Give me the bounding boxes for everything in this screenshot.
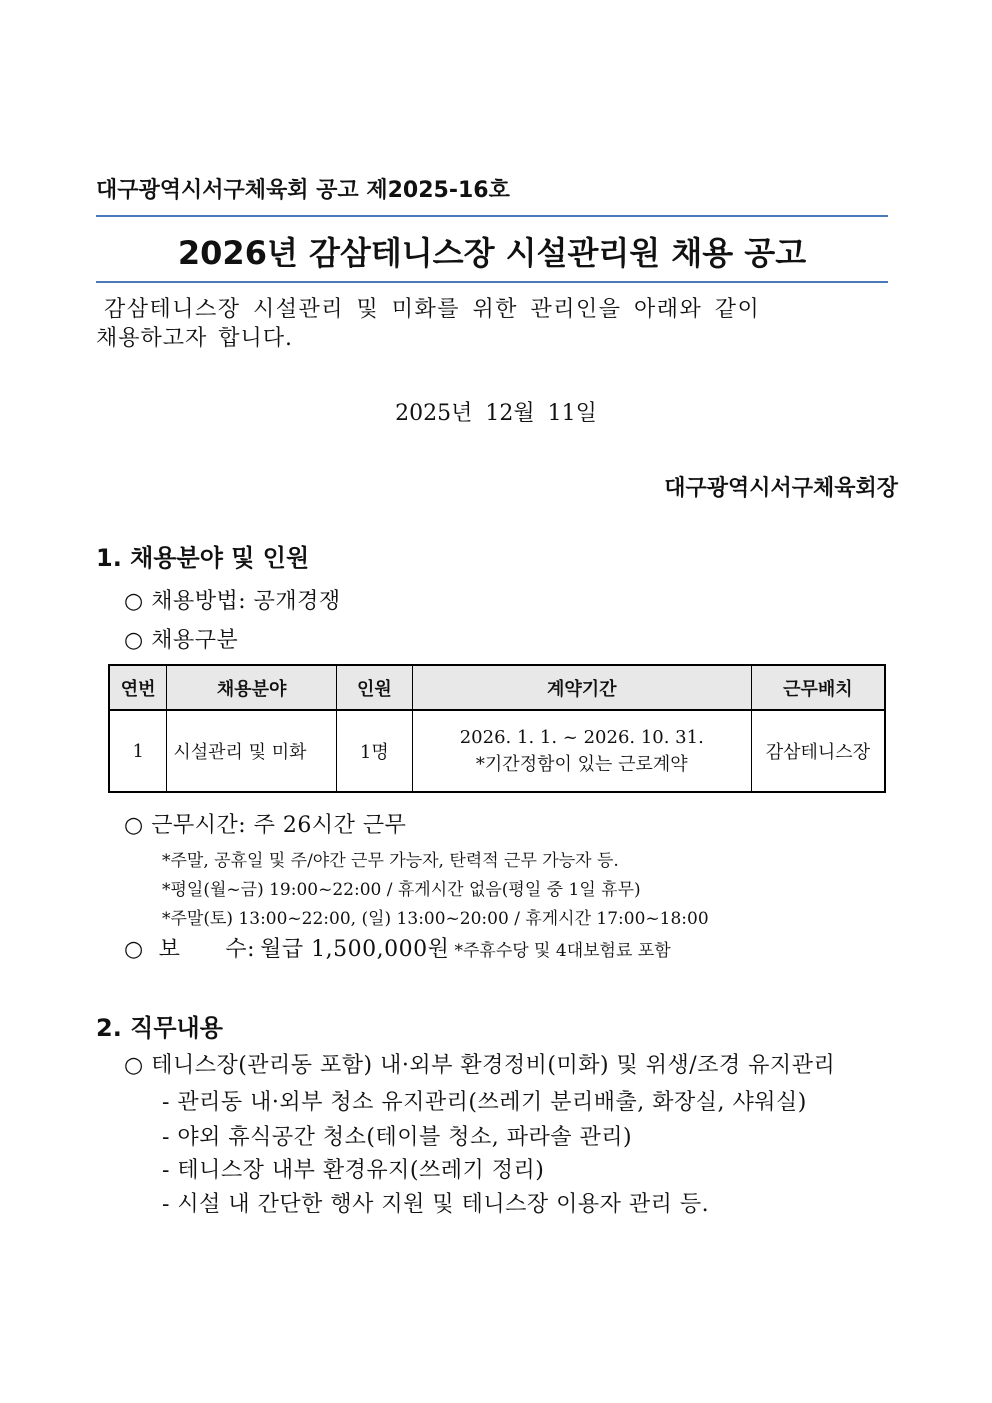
section-1-title: 1. 채용분야 및 인원 [96,544,310,572]
table-row [109,710,885,792]
cell-no: 1 [109,710,167,792]
cell-location: 감삼테니스장 [751,710,885,792]
col-header-period: 계약기간 [412,665,751,710]
period-note: *기간정함이 있는 근로계약 [475,754,688,775]
duty-sub-item-1: - 관리동 내·외부 청소 유지관리(쓰레기 분리배출, 화장실, 샤워실) [162,1090,807,1115]
intro-line-2: 채용하고자 합니다. [96,326,294,351]
section-2-title: 2. 직무내용 [96,1014,223,1042]
recruitment-table [108,664,886,793]
cell-period [412,710,751,792]
recruit-category: ○ 채용구분 [124,628,239,653]
period-dates: 2026. 1. 1. ~ 2026. 10. 31. [459,727,704,748]
work-hours: ○ 근무시간: 주 26시간 근무 [124,813,407,838]
cell-count: 1명 [336,710,412,792]
col-header-field: 채용분야 [167,665,337,710]
announcement-date: 2025년 12월 11일 [395,401,597,426]
col-header-location: 근무배치 [751,665,885,710]
col-header-count: 인원 [336,665,412,710]
page-title: 2026년 감삼테니스장 시설관리원 채용 공고 [177,234,807,272]
title-bottom-rule [96,281,888,283]
pay-value: 월급 1,500,000원 [260,937,450,962]
notice-number: 대구광역시서구체육회 공고 제2025-16호 [96,178,510,203]
duty-sub-item-2: - 야외 휴식공간 청소(테이블 청소, 파라솔 관리) [162,1125,633,1150]
pay-line [124,932,671,963]
cell-field: 시설관리 및 미화 [167,710,337,792]
work-note-1: *주말, 공휴일 및 주/야간 근무 가능자, 탄력적 근무 가능자 등. [162,851,619,871]
recruit-method: ○ 채용방법: 공개경쟁 [124,589,341,614]
issuer-name: 대구광역시서구체육회장 [664,476,898,501]
title-top-rule [96,215,888,217]
col-header-no: 연번 [109,665,167,710]
duty-sub-item-3: - 테니스장 내부 환경유지(쓰레기 정리) [162,1158,545,1183]
pay-note: *주휴수당 및 4대보험료 포함 [454,941,671,961]
table-header-row [109,665,885,710]
work-note-2: *평일(월~금) 19:00~22:00 / 휴게시간 없음(평일 중 1일 휴무) [162,880,641,900]
work-note-3: *주말(토) 13:00~22:00, (일) 13:00~20:00 / 휴게시간 17:00~18:00 [162,909,709,929]
intro-line-1: 감삼테니스장 시설관리 및 미화를 위한 관리인을 아래와 같이 [104,297,761,322]
duty-main-item: ○ 테니스장(관리동 포함) 내·외부 환경정비(미화) 및 위생/조경 유지관리 [124,1053,836,1078]
pay-label: ○ 보 수: [124,937,256,962]
duty-sub-item-4: - 시설 내 간단한 행사 지원 및 테니스장 이용자 관리 등. [162,1192,710,1217]
